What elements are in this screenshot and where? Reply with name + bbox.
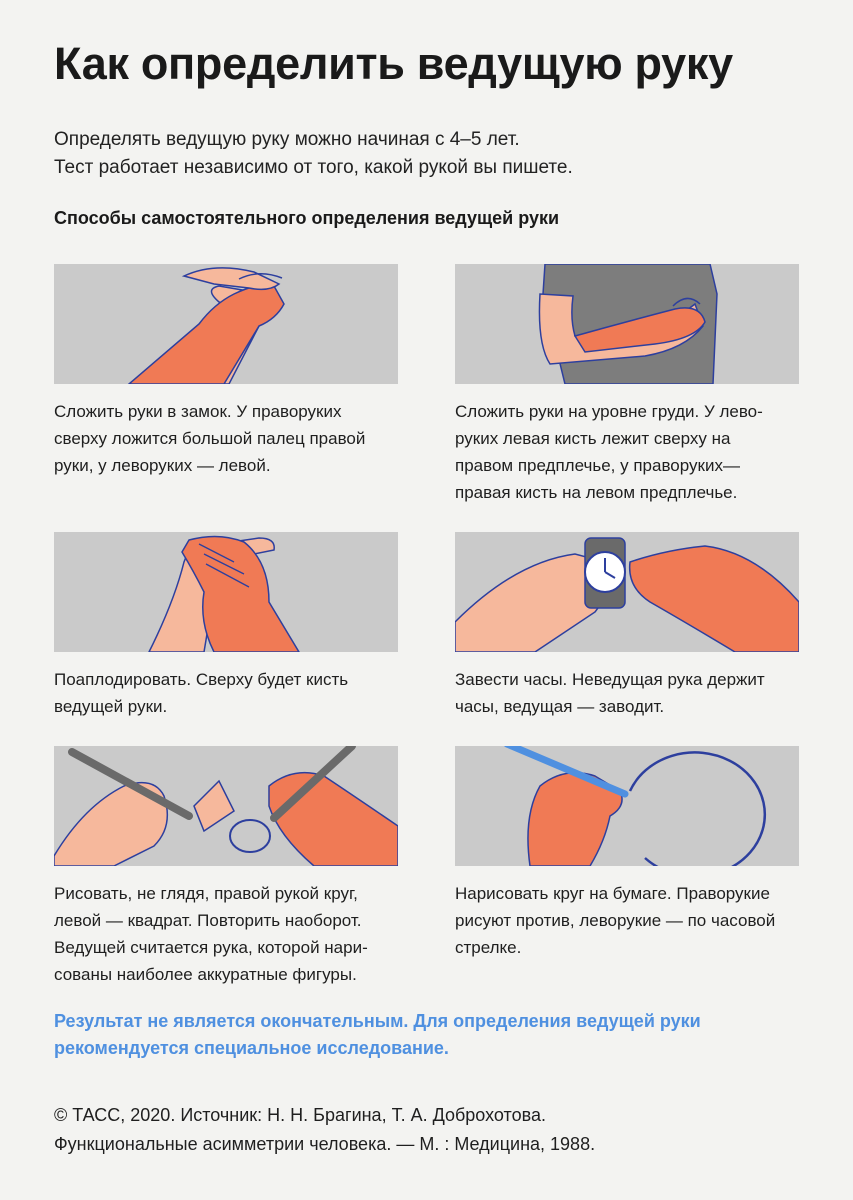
caption-line: правом предплечье, у праворуких— <box>455 456 740 475</box>
caption-line: Сложить руки на уровне груди. У лево- <box>455 402 763 421</box>
caption-line: стрелке. <box>455 938 522 957</box>
caption-line: сверху ложится большой палец правой <box>54 429 366 448</box>
caption-line: сованы наиболее аккуратные фигуры. <box>54 965 357 984</box>
intro-line: Тест работает независимо от того, какой рукой вы пишете. <box>54 157 573 178</box>
method-caption <box>54 398 398 479</box>
method-card-clapping <box>54 532 398 720</box>
caption-line: руких левая кисть лежит сверху на <box>455 429 731 448</box>
method-caption <box>455 880 799 961</box>
method-caption <box>455 666 799 720</box>
method-card-blind-drawing <box>54 746 398 988</box>
method-caption <box>54 880 398 988</box>
section-heading: Способы самостоятельного определения ведущей руки <box>54 208 560 228</box>
intro-text <box>54 126 573 182</box>
caption-line: ведущей руки. <box>54 697 168 716</box>
source-credit <box>54 1101 595 1159</box>
disclaimer-note <box>54 1008 701 1062</box>
method-caption <box>455 398 799 506</box>
method-card-wind-watch <box>455 532 799 720</box>
method-card-circle-direction <box>455 746 799 961</box>
caption-line: Ведущей считается рука, которой нари- <box>54 938 368 957</box>
circle-drawing-illustration <box>455 746 799 866</box>
intro-line: Определять ведущую руку можно начиная с 4–5 лет. <box>54 129 520 150</box>
caption-line: руки, у леворуких — левой. <box>54 456 271 475</box>
caption-line: Рисовать, не глядя, правой рукой круг, <box>54 884 358 903</box>
source-line: © ТАСС, 2020. Источник: Н. Н. Брагина, Т. А. Доброхотова. <box>54 1105 546 1125</box>
clasped-hands-illustration <box>54 264 398 384</box>
source-line: Функциональные асимметрии человека. — М. : Медицина, 1988. <box>54 1134 596 1154</box>
caption-line: правая кисть на левом предплечье. <box>455 483 738 502</box>
note-line: Результат не является окончательным. Для определения ведущей руки <box>54 1011 701 1031</box>
caption-line: рисуют против, леворукие — по часовой <box>455 911 776 930</box>
method-caption <box>54 666 398 720</box>
blind-drawing-illustration <box>54 746 398 866</box>
caption-line: Нарисовать круг на бумаге. Праворукие <box>455 884 770 903</box>
crossed-arms-illustration <box>455 264 799 384</box>
note-line: рекомендуется специальное исследование. <box>54 1038 449 1058</box>
winding-watch-illustration <box>455 532 799 652</box>
method-card-clasp-hands <box>54 264 398 479</box>
method-card-crossed-arms <box>455 264 799 506</box>
caption-line: Поаплодировать. Сверху будет кисть <box>54 670 349 689</box>
clapping-hands-illustration <box>54 532 398 652</box>
caption-line: часы, ведущая — заводит. <box>455 697 665 716</box>
caption-line: левой — квадрат. Повторить наоборот. <box>54 911 362 930</box>
page-title: Как определить ведущую руку <box>54 38 733 89</box>
caption-line: Сложить руки в замок. У праворуких <box>54 402 342 421</box>
caption-line: Завести часы. Неведущая рука держит <box>455 670 765 689</box>
